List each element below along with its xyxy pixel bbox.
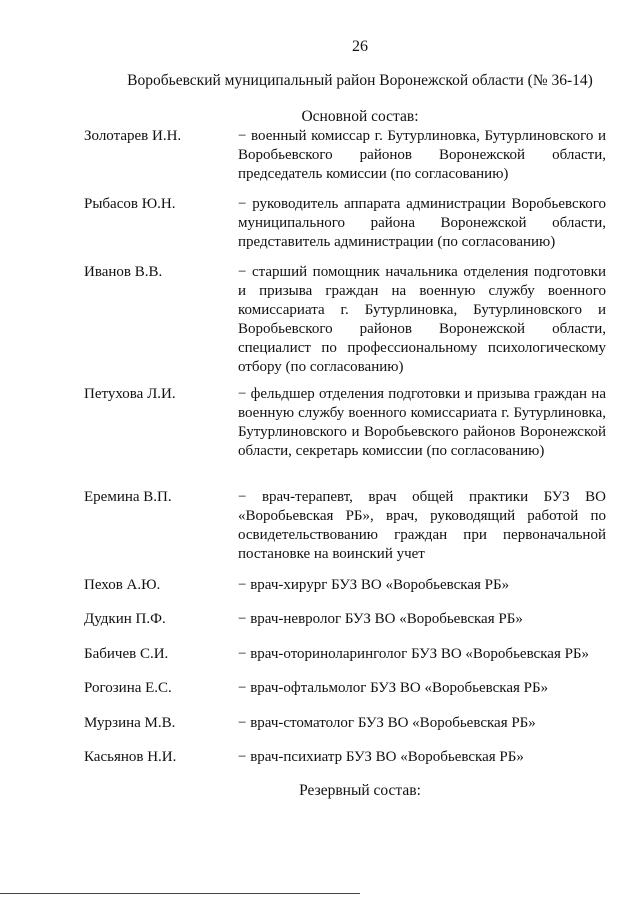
member-name: Еремина В.П. bbox=[84, 489, 172, 505]
page-bottom-rule bbox=[0, 893, 360, 894]
member-role: − врач-оториноларинголог БУЗ ВО «Воробьевская РБ» bbox=[238, 646, 590, 662]
member-name: Дудкин П.Ф. bbox=[84, 611, 166, 627]
member-role: − фельдшер отделения подготовки и призыва граждан на военную службу военного комиссариата г. Бутурлиновка, Бутурлиновского и Воробьевского районов Воронежской области, секретарь комиссии (по согласованию) bbox=[238, 386, 606, 459]
page-number: 26 bbox=[352, 38, 368, 55]
main-composition-heading: Основной состав: bbox=[301, 108, 419, 125]
member-name: Мурзина М.В. bbox=[84, 715, 176, 731]
member-role: − врач-стоматолог БУЗ ВО «Воробьевская РБ» bbox=[238, 715, 536, 731]
member-name: Золотарев И.Н. bbox=[84, 128, 182, 144]
member-role: − врач-хирург БУЗ ВО «Воробьевская РБ» bbox=[238, 577, 510, 593]
member-name: Касьянов Н.И. bbox=[84, 749, 177, 765]
reserve-composition-heading: Резервный состав: bbox=[299, 782, 421, 799]
member-name: Иванов В.В. bbox=[84, 264, 163, 280]
member-role: − военный комиссар г. Бутурлиновка, Бутурлиновского и Воробьевского районов Воронежской области, председатель комиссии (по согласованию) bbox=[238, 128, 606, 182]
member-role: − руководитель аппарата администрации Воробьевского муниципального района Воронежской области, представитель администрации (по согласованию) bbox=[238, 196, 606, 250]
member-role: − врач-терапевт, врач общей практики БУЗ ВО «Воробьевская РБ», врач, руководящий работой по освидетельствованию граждан при первоначальной постановке на воинский учет bbox=[238, 489, 606, 562]
member-name: Рыбасов Ю.Н. bbox=[84, 196, 176, 212]
member-name: Рогозина Е.С. bbox=[84, 680, 172, 696]
member-name: Бабичев С.И. bbox=[84, 646, 169, 662]
member-role: − старший помощник начальника отделения подготовки и призыва граждан на военную службу военного комиссариата г. Бутурлиновка, Бутурлиновского и Воробьевского районов Воронежской области, специалист по профессиональному психологическому отбору (по согласованию) bbox=[238, 264, 606, 375]
district-title: Воробьевский муниципальный район Воронежской области (№ 36-14) bbox=[127, 72, 593, 89]
member-role: − врач-невролог БУЗ ВО «Воробьевская РБ» bbox=[238, 611, 523, 627]
member-role: − врач-психиатр БУЗ ВО «Воробьевская РБ» bbox=[238, 749, 524, 765]
member-role: − врач-офтальмолог БУЗ ВО «Воробьевская РБ» bbox=[238, 680, 549, 696]
member-name: Пехов А.Ю. bbox=[84, 577, 161, 593]
member-name: Петухова Л.И. bbox=[84, 386, 176, 402]
